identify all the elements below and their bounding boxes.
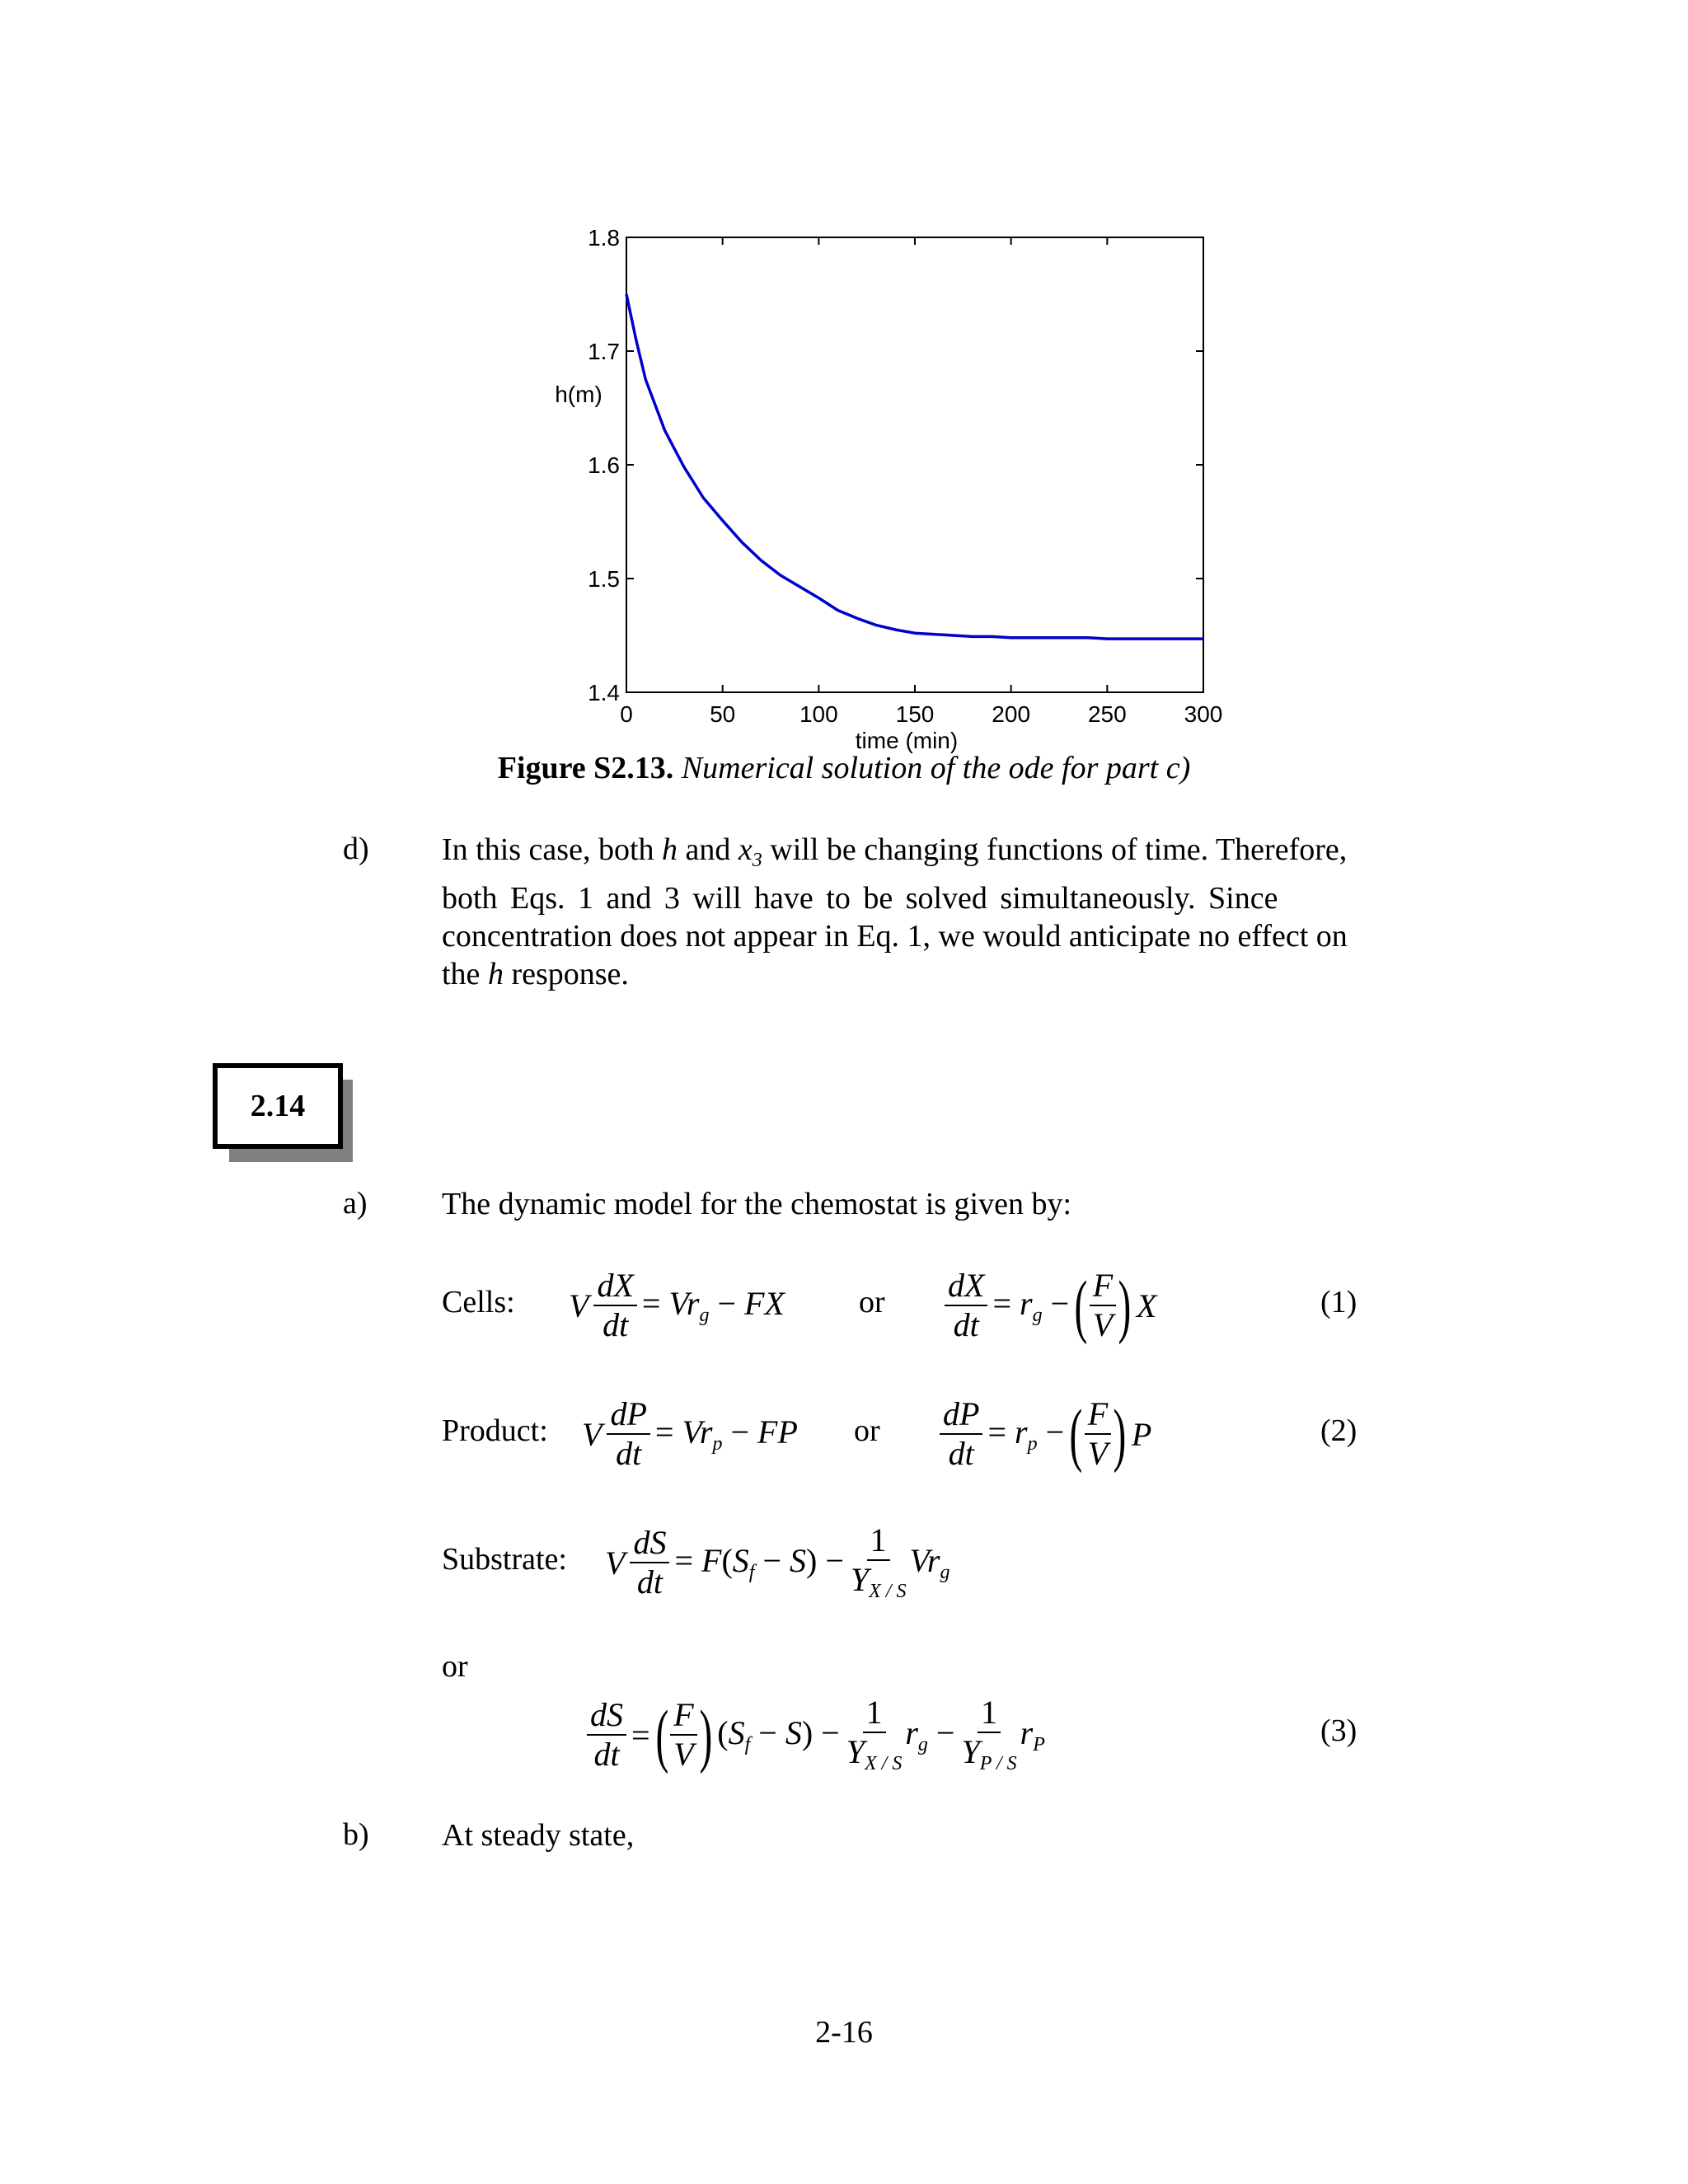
x-tick-label: 250 — [1087, 701, 1127, 727]
figure-caption-label: Figure S2.13. — [497, 751, 674, 785]
eq1-right: $\frac{dX}{dt}$ = $r_g$ − ( $\frac{F}{V}$ ) X — [940, 1264, 1156, 1347]
page-number: 2-16 — [815, 2015, 873, 2050]
part-d-label: d) — [343, 832, 369, 866]
eq2-or: or — [854, 1413, 880, 1448]
substrate-label: Substrate: — [442, 1542, 567, 1577]
figure-caption-text: Numerical solution of the ode for part c) — [681, 751, 1191, 785]
eq1-left: V $\frac{dX}{dt}$ = $Vr_g$ − FX — [569, 1267, 785, 1343]
figure-caption — [0, 750, 1688, 786]
h-vs-time-chart — [528, 223, 1236, 766]
plot-frame — [626, 237, 1203, 692]
eq1-number: (1) — [1320, 1285, 1357, 1319]
cells-label: Cells: — [442, 1285, 515, 1319]
eq2-right: $\frac{dP}{dt}$ = $r_p$ − ( $\frac{F}{V}$ ) P — [935, 1393, 1151, 1475]
problem-number-box — [213, 1063, 343, 1149]
part-d-line-1: In this case, both h and $x_3$ will be changing functions of time. Therefore, — [442, 832, 1348, 871]
or-standalone: or — [442, 1649, 468, 1684]
problem-number: 2.14 — [250, 1089, 306, 1123]
part-d-line-2: both Eqs. 1 and 3 will have to be solved simultaneously. Since — [442, 881, 1278, 916]
eq3-number: (3) — [1320, 1713, 1357, 1748]
x-axis-label: time (min) — [855, 728, 959, 753]
eq3: $\frac{dS}{dt}$ = ( $\frac{F}{V}$ ) $(S_f - S)$ − $\frac{1}{Y_{X / S}}$ $r_g$ − $\frac{1}{Y_{P / S}}$ $r_P$ — [582, 1690, 1045, 1780]
part-a-label: a) — [343, 1186, 368, 1221]
part-d-line-3: concentration does not appear in Eq. 1, we would anticipate no effect on — [442, 919, 1348, 954]
eq2-number: (2) — [1320, 1413, 1357, 1448]
y-tick-label: 1.8 — [588, 225, 620, 251]
y-tick-label: 1.6 — [588, 452, 620, 478]
part-d-line-4: the h response. — [442, 957, 629, 991]
x-tick-label: 100 — [799, 701, 838, 727]
x-tick-label: 150 — [895, 701, 935, 727]
x-tick-label: 300 — [1184, 701, 1223, 727]
y-tick-label: 1.5 — [588, 566, 620, 592]
part-a-text: The dynamic model for the chemostat is given by: — [442, 1187, 1072, 1221]
product-label: Product: — [442, 1413, 548, 1448]
x-tick-label: 0 — [620, 701, 633, 727]
eq1-or: or — [859, 1285, 885, 1319]
part-d-paragraph — [442, 831, 1419, 993]
y-tick-label: 1.4 — [588, 680, 620, 705]
part-b-text: At steady state, — [442, 1818, 635, 1853]
x-tick-label: 200 — [992, 701, 1031, 727]
eq2-left: V $\frac{dP}{dt}$ = $Vr_p$ − FP — [582, 1395, 798, 1472]
part-b-label: b) — [343, 1817, 369, 1852]
x-tick-label: 50 — [710, 701, 736, 727]
y-tick-label: 1.7 — [588, 339, 620, 364]
substrate-eq-full: V $\frac{dS}{dt}$ = $F(S_f - S)$ − $\frac{1}{Y_{X / S}}$ $Vr_g$ — [605, 1521, 950, 1602]
y-axis-label: h(m) — [555, 382, 603, 408]
